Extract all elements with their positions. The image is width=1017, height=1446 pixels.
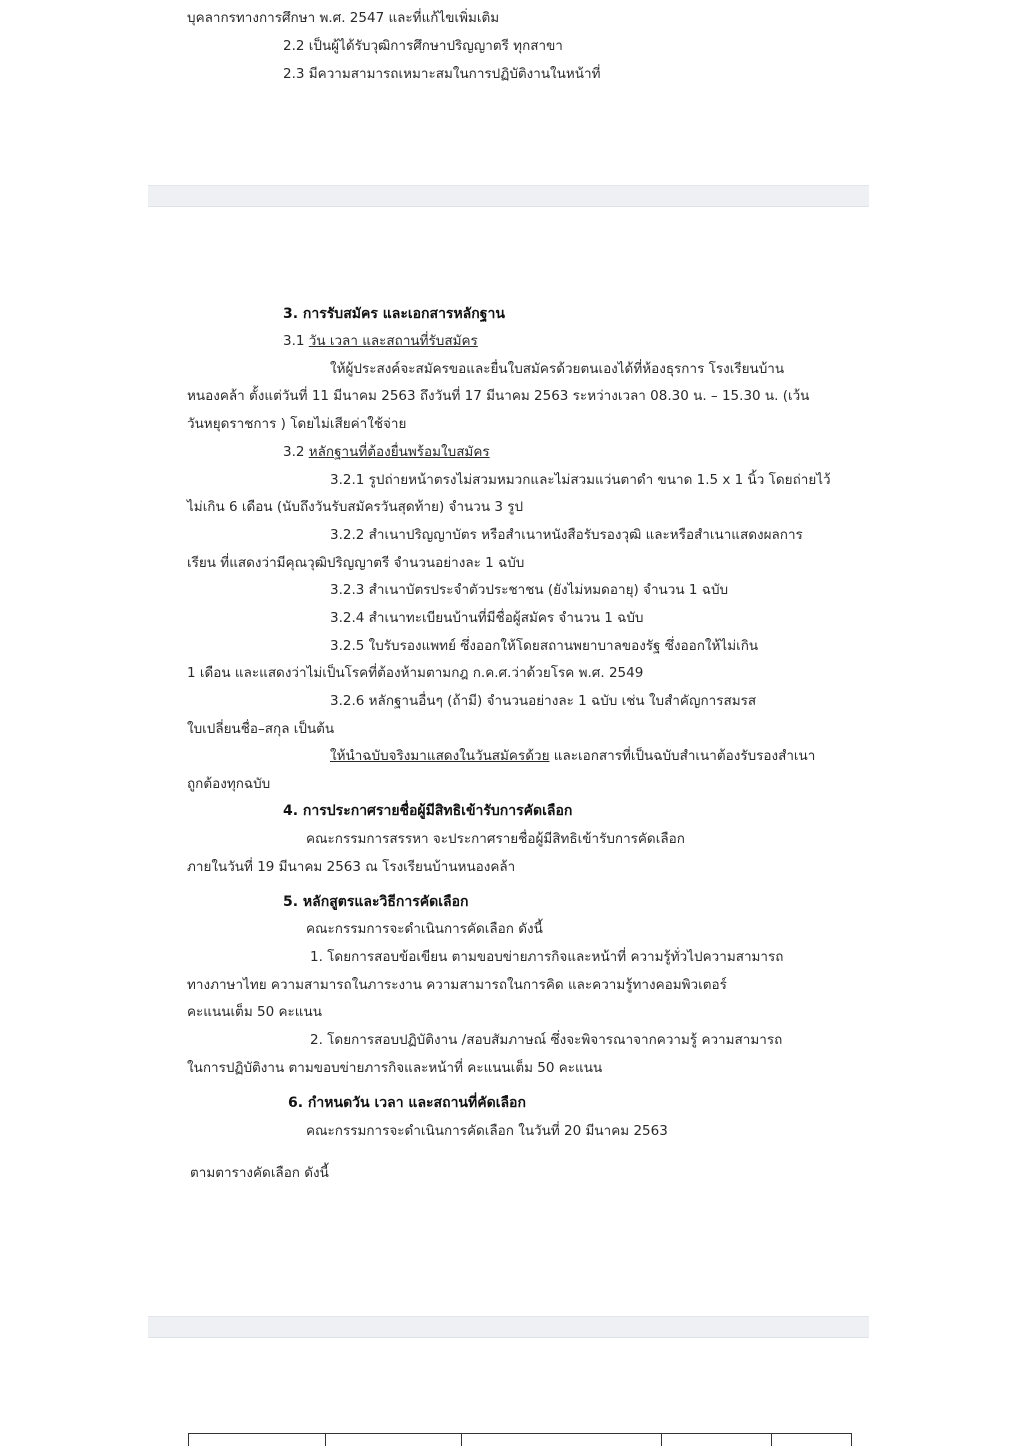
section-3-heading: 3. การรับสมัคร และเอกสารหลักฐาน: [283, 306, 505, 322]
page-separator: [148, 185, 869, 207]
text-line: หนองคล้า ตั้งแต่วันที่ 11 มีนาคม 2563 ถึงวันที่ 17 มีนาคม 2563 ระหว่างเวลา 08.30 น. – 15.30 น. (เว้น: [187, 388, 810, 404]
page-separator: [148, 1316, 869, 1338]
table-column-divider: [325, 1434, 326, 1446]
text-line: บุคลากรทางการศึกษา พ.ศ. 2547 และที่แก้ไขเพิ่มเติม: [187, 10, 500, 26]
text-line: ถูกต้องทุกฉบับ: [187, 776, 271, 792]
text-line: ให้ผู้ประสงค์จะสมัครขอและยื่นใบสมัครด้วยตนเองได้ที่ห้องธุรการ โรงเรียนบ้าน: [330, 361, 785, 377]
note-text: และเอกสารที่เป็นฉบับสำเนาต้องรับรองสำเนา: [549, 748, 816, 764]
list-item: 3.2.6 หลักฐานอื่นๆ (ถ้ามี) จำนวนอย่างละ 1 ฉบับ เช่น ใบสำคัญการสมรส: [330, 693, 757, 709]
subsection-3-1: [283, 332, 478, 350]
list-item: 3.2.5 ใบรับรองแพทย์ ซึ่งออกให้โดยสถานพยาบาลของรัฐ ซึ่งออกให้ไม่เกิน: [330, 638, 759, 654]
section-6-heading: 6. กำหนดวัน เวลา และสถานที่คัดเลือก: [288, 1095, 526, 1111]
text-line: ใบเปลี่ยนชื่อ–สกุล เป็นต้น: [187, 721, 335, 737]
list-item: 2. โดยการสอบปฏิบัติงาน /สอบสัมภาษณ์ ซึ่งจะพิจารณาจากความรู้ ความสามารถ: [310, 1032, 783, 1048]
table-column-divider: [771, 1434, 772, 1446]
text-line: คณะกรรมการจะดำเนินการคัดเลือก ในวันที่ 20 มีนาคม 2563: [306, 1123, 668, 1139]
text-line: วันหยุดราชการ ) โดยไม่เสียค่าใช้จ่าย: [187, 416, 407, 432]
note-emphasis: ให้นำฉบับจริงมาแสดงในวันสมัครด้วย: [330, 748, 550, 764]
text-line: ภายในวันที่ 19 มีนาคม 2563 ณ โรงเรียนบ้านหนองคล้า: [187, 859, 516, 875]
text-line: คณะกรรมการจะดำเนินการคัดเลือก ดังนี้: [306, 921, 543, 937]
list-item: 3.2.1 รูปถ่ายหน้าตรงไม่สวมหมวกและไม่สวมแว่นตาดำ ขนาด 1.5 x 1 นิ้ว โดยถ่ายไว้: [330, 472, 831, 488]
text-line: เรียน ที่แสดงว่ามีคุณวุฒิปริญญาตรี จำนวนอย่างละ 1 ฉบับ: [187, 555, 525, 571]
text-line: ทางภาษาไทย ความสามารถในภาระงาน ความสามารถในการคิด และความรู้ทางคอมพิวเตอร์: [187, 977, 727, 993]
text-line: คณะกรรมการสรรหา จะประกาศรายชื่อผู้มีสิทธิเข้ารับการคัดเลือก: [306, 831, 685, 847]
subsection-number: 3.1: [283, 333, 309, 349]
list-item: 3.2.3 สำเนาบัตรประจำตัวประชาชน (ยังไม่หมดอายุ) จำนวน 1 ฉบับ: [330, 582, 729, 598]
subsection-title: หลักฐานที่ต้องยื่นพร้อมใบสมัคร: [308, 444, 490, 460]
subsection-title: วัน เวลา และสถานที่รับสมัคร: [308, 333, 478, 349]
subsection-3-2: [283, 443, 490, 461]
table-column-divider: [661, 1434, 662, 1446]
text-line: 2.2 เป็นผู้ได้รับวุฒิการศึกษาปริญญาตรี ทุกสาขา: [283, 38, 563, 54]
section-4-heading: 4. การประกาศรายชื่อผู้มีสิทธิเข้ารับการคัดเลือก: [283, 803, 573, 819]
text-line: 1 เดือน และแสดงว่าไม่เป็นโรคที่ต้องห้ามตามกฎ ก.ค.ศ.ว่าด้วยโรค พ.ศ. 2549: [187, 665, 644, 681]
schedule-table: [188, 1433, 852, 1446]
text-line: คะแนนเต็ม 50 คะแนน: [187, 1004, 322, 1020]
table-column-divider: [461, 1434, 462, 1446]
note-line: [330, 747, 815, 765]
text-line: ไม่เกิน 6 เดือน (นับถึงวันรับสมัครวันสุดท้าย) จำนวน 3 รูป: [187, 499, 524, 515]
text-line: ตามตารางคัดเลือก ดังนี้: [190, 1165, 329, 1181]
text-line: 2.3 มีความสามารถเหมาะสมในการปฏิบัติงานในหน้าที่: [283, 66, 601, 82]
list-item: 1. โดยการสอบข้อเขียน ตามขอบข่ายภารกิจและหน้าที่ ความรู้ทั่วไปความสามารถ: [310, 949, 784, 965]
subsection-number: 3.2: [283, 444, 309, 460]
text-line: ในการปฏิบัติงาน ตามขอบข่ายภารกิจและหน้าที่ คะแนนเต็ม 50 คะแนน: [187, 1060, 603, 1076]
list-item: 3.2.2 สำเนาปริญญาบัตร หรือสำเนาหนังสือรับรองวุฒิ และหรือสำเนาแสดงผลการ: [330, 527, 803, 543]
section-5-heading: 5. หลักสูตรและวิธีการคัดเลือก: [283, 894, 469, 910]
list-item: 3.2.4 สำเนาทะเบียนบ้านที่มีชื่อผู้สมัคร จำนวน 1 ฉบับ: [330, 610, 644, 626]
